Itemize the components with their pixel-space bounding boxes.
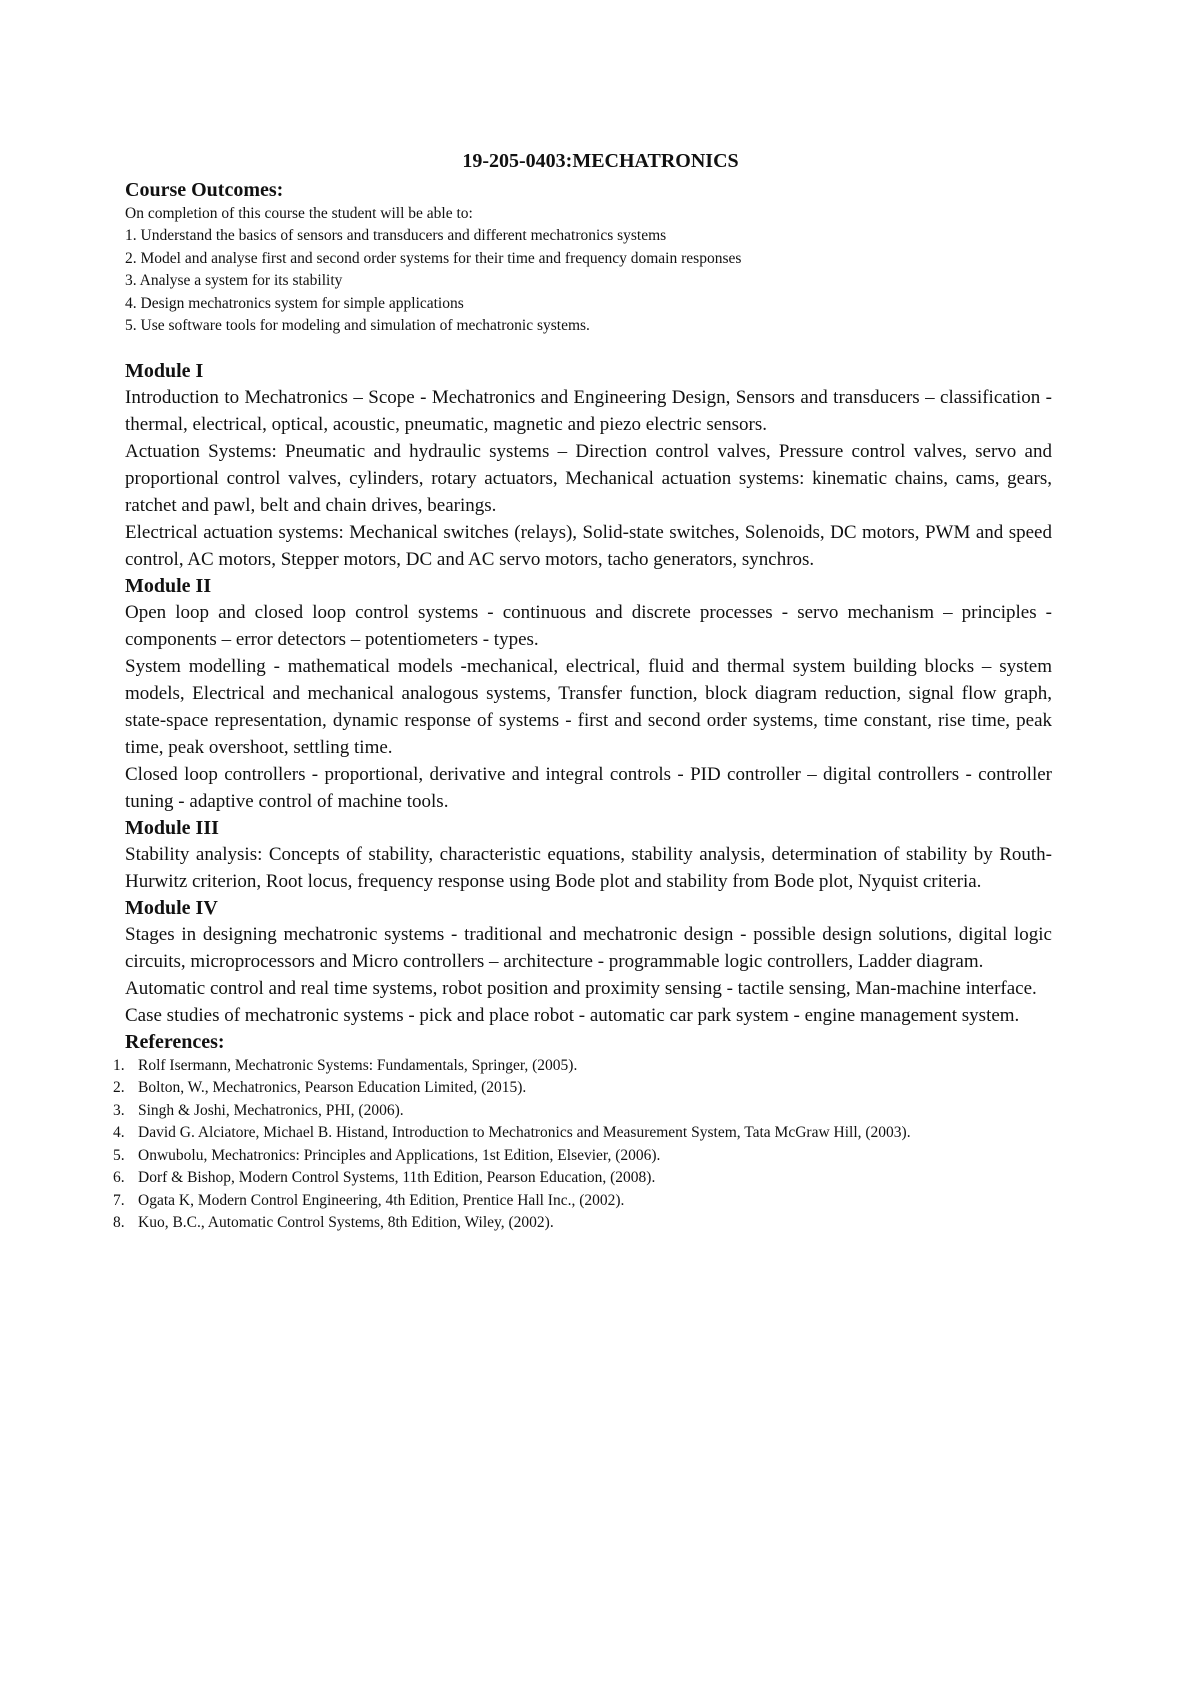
reference-text: Singh & Joshi, Mechatronics, PHI, (2006).: [138, 1101, 404, 1119]
reference-text: Kuo, B.C., Automatic Control Systems, 8th Edition, Wiley, (2002).: [138, 1214, 554, 1231]
reference-item: [113, 1055, 1052, 1078]
reference-number: 2.: [113, 1079, 125, 1096]
module-paragraph: Electrical actuation systems: Mechanical switches (relays), Solid-state switches, Solenoids, DC motors, PWM and speed control, AC motors, Stepper motors, DC and AC servo motors, tacho generators, synchros.: [125, 521, 1052, 570]
module-paragraph: Open loop and closed loop control systems - continuous and discrete processes - servo mechanism – principles - components – error detectors – potentiometers - types.: [125, 601, 1052, 650]
reference-item: [113, 1190, 1052, 1213]
reference-item: [113, 1145, 1052, 1168]
references-list: [113, 1055, 1052, 1235]
module-4-section: [125, 895, 1052, 1029]
module-heading: Module I: [125, 359, 204, 382]
course-outcome-item: 1. Understand the basics of sensors and transducers and different mechatronics systems: [125, 227, 667, 244]
course-outcome-item: 5. Use software tools for modeling and simulation of mechatronic systems.: [125, 317, 590, 334]
module-paragraph: Actuation Systems: Pneumatic and hydraulic systems – Direction control valves, Pressure control valves, servo and proportional control valves, cylinders, rotary actuators, Mechanical actuation systems: kinematic chains, cams, gears, ratchet and pawl, belt and chain drives, bearings.: [125, 440, 1052, 516]
reference-number: 1.: [113, 1056, 125, 1074]
module-paragraph: Closed loop controllers - proportional, derivative and integral controls - PID controller – digital controllers - controller tuning - adaptive control of machine tools.: [125, 763, 1052, 812]
reference-number: 3.: [113, 1101, 125, 1119]
reference-text: Onwubolu, Mechatronics: Principles and Applications, 1st Edition, Elsevier, (2006).: [138, 1146, 661, 1164]
references-heading: References:: [125, 1030, 225, 1053]
reference-number: 6.: [113, 1169, 125, 1186]
module-2-section: [125, 573, 1052, 815]
reference-item: [113, 1077, 1052, 1100]
references-section: [113, 1029, 1052, 1235]
course-outcomes-list: [125, 225, 1052, 338]
module-3-section: [125, 815, 1052, 895]
module-heading: Module II: [125, 574, 212, 597]
module-heading: Module III: [125, 816, 219, 839]
course-outcome-item: 3. Analyse a system for its stability: [125, 272, 343, 289]
module-1-section: [125, 358, 1052, 573]
document-title: 19-205-0403:MECHATRONICS: [462, 150, 739, 172]
reference-item: [113, 1122, 1052, 1145]
reference-item: [113, 1212, 1052, 1235]
module-paragraph: Automatic control and real time systems, robot position and proximity sensing - tactile sensing, Man-machine interface.: [125, 977, 1037, 999]
reference-number: 4.: [113, 1124, 125, 1141]
reference-number: 7.: [113, 1191, 125, 1209]
syllabus-page: [113, 148, 1052, 1235]
course-outcomes-intro: On completion of this course the student will be able to:: [125, 205, 473, 222]
module-paragraph: Introduction to Mechatronics – Scope - Mechatronics and Engineering Design, Sensors and transducers – classification - thermal, electrical, optical, acoustic, pneumatic, magnetic and piezo electric sensors.: [125, 386, 1052, 435]
reference-item: [113, 1167, 1052, 1190]
course-outcomes-heading: Course Outcomes:: [125, 179, 284, 201]
reference-number: 8.: [113, 1214, 125, 1231]
module-paragraph: Case studies of mechatronic systems - pick and place robot - automatic car park system - engine management system.: [125, 1004, 1020, 1026]
module-paragraph: System modelling - mathematical models -mechanical, electrical, fluid and thermal system building blocks – system models, Electrical and mechanical analogous systems, Transfer function, block diagram reduction, signal flow graph, state-space representation, dynamic response of systems - first and second order systems, time constant, rise time, peak time, peak overshoot, settling time.: [125, 655, 1052, 758]
module-paragraph: Stages in designing mechatronic systems - traditional and mechatronic design - possible design solutions, digital logic circuits, microprocessors and Micro controllers – architecture - programmable logic controllers, Ladder diagram.: [125, 923, 1052, 972]
module-heading: Module IV: [125, 896, 218, 919]
reference-text: David G. Alciatore, Michael B. Histand, Introduction to Mechatronics and Measurement System, Tata McGraw Hill, (2003).: [138, 1124, 911, 1141]
reference-number: 5.: [113, 1146, 125, 1164]
reference-text: Bolton, W., Mechatronics, Pearson Education Limited, (2015).: [138, 1079, 527, 1096]
course-outcome-item: 2. Model and analyse first and second order systems for their time and frequency domain responses: [125, 249, 742, 267]
reference-text: Ogata K, Modern Control Engineering, 4th Edition, Prentice Hall Inc., (2002).: [138, 1191, 625, 1209]
reference-text: Dorf & Bishop, Modern Control Systems, 11th Edition, Pearson Education, (2008).: [138, 1169, 656, 1186]
module-paragraph: Stability analysis: Concepts of stability, characteristic equations, stability analysis, determination of stability by Routh-Hurwitz criterion, Root locus, frequency response using Bode plot and stability from Bode plot, Nyquist criteria.: [125, 843, 1052, 892]
reference-item: [113, 1100, 1052, 1123]
course-outcome-item: 4. Design mechatronics system for simple applications: [125, 294, 464, 312]
reference-text: Rolf Isermann, Mechatronic Systems: Fundamentals, Springer, (2005).: [138, 1056, 578, 1074]
